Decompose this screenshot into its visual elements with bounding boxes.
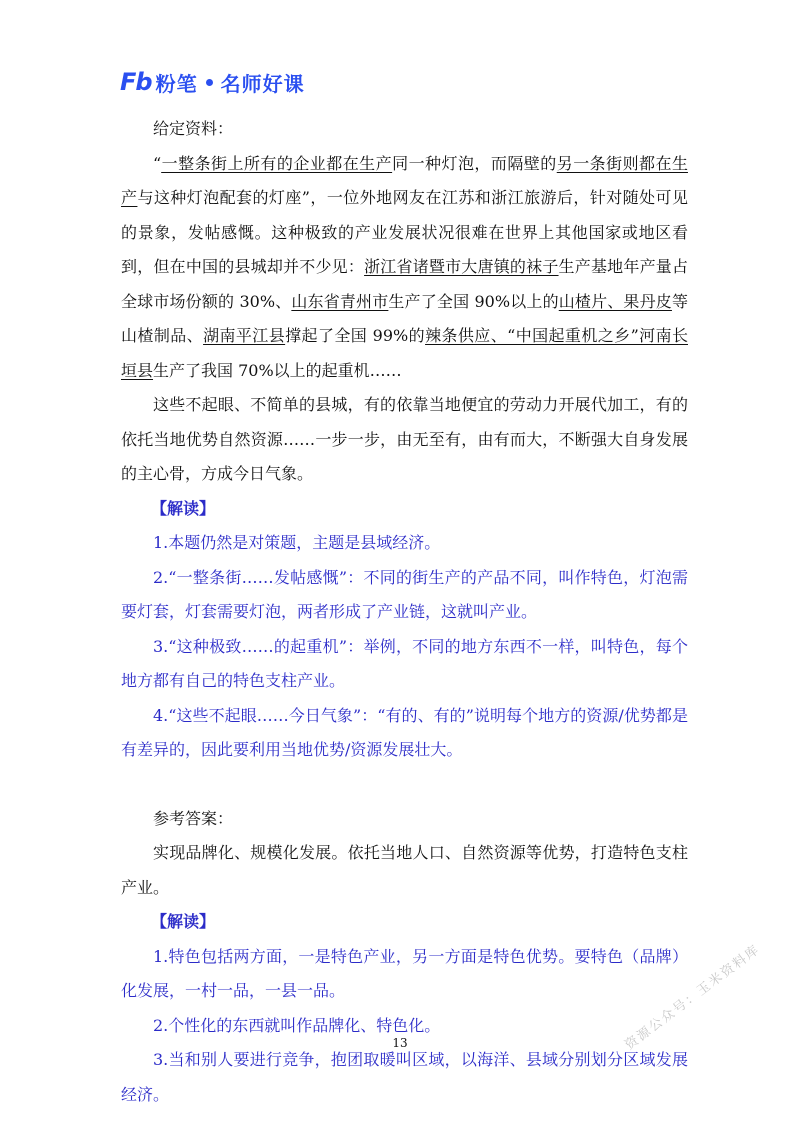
answer-label: 参考答案： (153, 808, 234, 828)
underlined-phrase: 山东省青州市 (291, 291, 389, 311)
interpretation-2-title: 【解读】 (151, 912, 216, 931)
interpretation-1-item: 3.“这种极致……的起重机”：举例，不同的地方东西不一样，叫特色，每个地方都有自己的特色支柱产业。 (121, 636, 688, 690)
text-segment: 等山楂制品、 (121, 291, 688, 345)
underlined-phrase: 一整条街上所有的企业都在生产 (161, 153, 393, 173)
document-body (121, 112, 688, 1112)
page-number: 13 (392, 1036, 408, 1050)
brand-header (120, 66, 305, 98)
brand-name: 粉笔 (155, 71, 198, 96)
underlined-phrase: 辣条供应、“中国起重机之乡”河南长垣县 (121, 326, 688, 380)
text-segment: 同一种灯泡，而隔壁的 (392, 153, 557, 173)
text-segment: 撑起了全国 99%的 (285, 326, 426, 345)
interpretation-1-item: 2.“一整条街……发帖感慨”：不同的街生产的产品不同，叫作特色，灯泡需要灯套，灯套需要灯泡，两者形成了产业链，这就叫产业。 (121, 567, 688, 621)
material-label: 给定资料： (153, 119, 234, 138)
underlined-phrase: 浙江省诸暨市大唐镇的袜子 (364, 257, 559, 276)
brand-slogan: 名师好课 (220, 71, 305, 96)
interpretation-2-item: 3.当和别人要进行竞争，抱团取暖叫区域，以海洋、县域分别划分区域发展经济。 (121, 1050, 688, 1104)
underlined-phrase: 另一条街则都在生产 (121, 153, 688, 207)
interpretation-2-item: 2.个性化的东西就叫作品牌化、特色化。 (153, 1015, 441, 1035)
text-segment: 与这种灯泡配套的灯座”，一位外地网友在江苏和浙江旅游后，针对随处可见的景象，发帖感慨。这种极致的产业发展状况很难在世界上其他国家或地区看到，但在中国的县城却并不少见： (121, 188, 688, 276)
separator-dot-icon (206, 79, 213, 86)
text-segment: 生产基地年产量占全球市场份额的 30%、 (121, 257, 688, 311)
text-segment: 生产了我国 70%以上的起重机…… (153, 360, 402, 380)
underlined-phrase: 山楂片、果丹皮 (558, 291, 672, 311)
watermark: 资源公众号：玉米资料库 (622, 941, 764, 1054)
interpretation-2-item: 1.特色包括两方面，一是特色产业，另一方面是特色优势。要特色（品牌）化发展，一村一品，一县一品。 (121, 946, 688, 1000)
interpretation-1-item: 4.“这些不起眼……今日气象”：“有的、有的”说明每个地方的资源/优势都是有差异的，因此要利用当地优势/资源发展壮大。 (121, 705, 688, 759)
answer-text: 实现品牌化、规模化发展。依托当地人口、自然资源等优势，打造特色支柱产业。 (121, 843, 688, 897)
text-segment: 生产了全国 90%以上的 (388, 291, 559, 311)
interpretation-1-title: 【解读】 (151, 498, 216, 518)
fenbi-logo-icon: Fb (120, 68, 152, 96)
underlined-phrase: 湖南平江县 (203, 326, 286, 345)
section-gap (121, 768, 688, 802)
material-paragraph-1 (121, 147, 688, 389)
interpretation-1-item: 1.本题仍然是对策题，主题是县域经济。 (153, 533, 441, 552)
text-segment: “ (153, 153, 162, 173)
material-paragraph-2: 这些不起眼、不简单的县城，有的依靠当地便宜的劳动力开展代加工，有的依托当地优势自然资源……一步一步，由无至有，由有而大，不断强大自身发展的主心骨，方成今日气象。 (121, 395, 688, 483)
